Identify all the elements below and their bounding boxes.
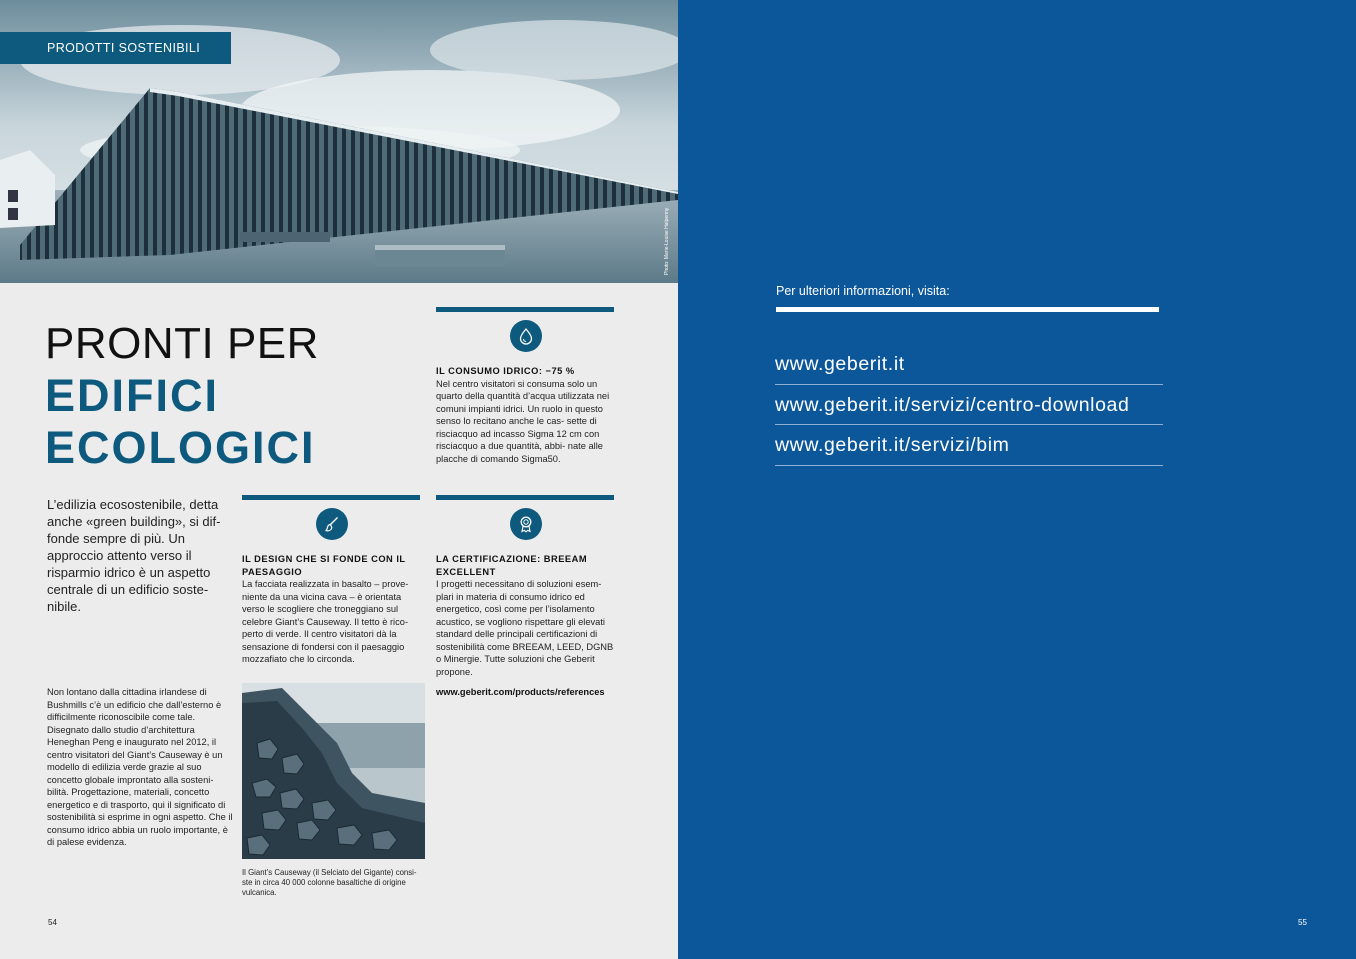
feature-text: Nel centro visitatori si consuma solo un quarto della quantità d’acqua utilizzata nei comuni impianti idrici. Un ruolo in questo senso lo recitano anche le cas- sette di risciacquo ad incasso Sigma 12 cm con risciacquo a due quantità, abbi- nate alle placche di comando Sigma50. [436,378,610,464]
paintbrush-icon [316,508,348,540]
feature-design [242,495,422,666]
right-page [678,0,1356,959]
page-number-right: 55 [1298,918,1307,927]
headline-line-2: EDIFICI [45,370,220,421]
links-list [775,344,1163,466]
feature-rule [436,307,614,312]
photo-caption: Il Giant’s Causeway (il Selciato del Gigante) consi- ste in circa 40 000 colonne basaltiche di origine vulcanica. [242,868,417,897]
feature-text: La facciata realizzata in basalto – prove- niente da una vicina cava – è orientata verso le scogliere che troneggiano sul celebre Giant’s Causeway. Il tetto è rico- perto di verde. Il centro visitatori dà la sensazione di fondersi con il paesaggio mozzafiato che lo circonda. [242,579,409,664]
feature-water-consumption [436,307,616,465]
link-geberit-home[interactable]: www.geberit.it [775,344,1163,385]
water-drop-icon [510,320,542,352]
causeway-photo [242,683,425,859]
link-bim[interactable]: www.geberit.it/servizi/bim [775,425,1163,466]
feature-title: LA CERTIFICAZIONE: BREEAM EXCELLENT [436,554,588,577]
headline-line-1: PRONTI PER [45,319,319,368]
intro-paragraph: L’edilizia ecosostenibile, detta anche «green building», si dif- fonde sempre di più. Un approccio attento verso il risparmio idrico è un aspetto centrale di un edificio soste- nibile. [47,497,221,614]
info-rule [776,307,1159,312]
feature-title: IL CONSUMO IDRICO: −75 % [436,366,575,376]
more-info-label: Per ulteriori informazioni, visita: [776,284,950,298]
feature-rule [242,495,420,500]
references-link[interactable]: www.geberit.com/products/references [436,687,605,697]
page-number-left: 54 [48,918,57,927]
body-paragraph: Non lontano dalla cittadina irlandese di Bushmills c’è un edificio che dall’esterno è difficilmente riconoscibile come tale. Disegnato dallo studio d’architettura Heneghan Peng e inaugurato nel 2012, il centro visitatori del Giant’s Causeway è un modello di edilizia verde grazie al suo concetto globale improntato alla sosteni- bilità. Progettazione, materiali, concetto energetico e di trasporto, qui il significato di sostenibilità si esprime in ogni aspetto. Che il consumo idrico abbia un ruolo importante, è di palese evidenza. [47,687,233,847]
feature-text: I progetti necessitano di soluzioni esem- plari in materia di consumo idrico ed energetico, così come per l’isolamento acustico, se vogliono rispettare gli elevati standard delle principali certificazioni di sostenibilità come BREEAM, LEED, DGNB o Minergie. Tutte soluzioni che Geberit propone. [436,579,614,677]
page-headline [45,318,319,474]
headline-line-3: ECOLOGICI [45,422,316,473]
feature-certification [436,495,616,678]
photo-credit: Photo: Marie-Louise Halpenny [664,207,670,275]
feature-title: IL DESIGN CHE SI FONDE CON IL PAESAGGIO [242,554,406,577]
link-download-centre[interactable]: www.geberit.it/servizi/centro-download [775,385,1163,426]
feature-rule [436,495,614,500]
award-ribbon-icon [510,508,542,540]
section-tag: PRODOTTI SOSTENIBILI [0,32,231,64]
